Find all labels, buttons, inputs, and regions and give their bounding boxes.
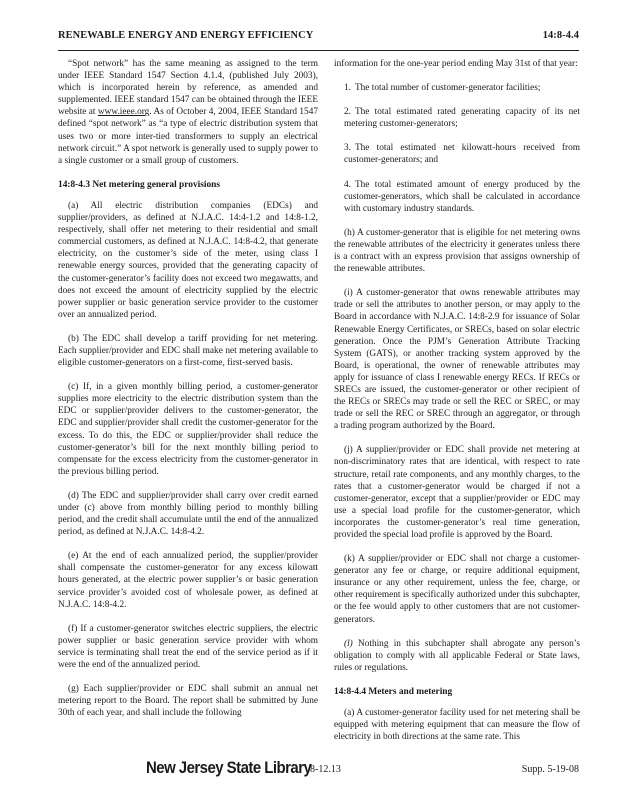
spot-network-text-2: . As of October 4, 2004, IEEE Standard 1547 defined “spot network” as “a type of electric distribution system that uses two or more inter-tied transformers to supply an electrical network circuit.” A spot network is generally used to supply power to a single customer or a small group of customers. (58, 107, 318, 166)
list-item-text: The total number of customer-generator facilities; (354, 83, 541, 94)
paragraph-g: (g) Each supplier/provider or EDC shall submit an annual net metering report to the Board. The report shall be submitted by June 30th of each year, and shall include the following (58, 684, 318, 719)
paragraph-g-continued: information for the one-year period ending May 31st of that year: (334, 59, 578, 69)
paragraph-a2: (a) A customer-generator facility used for net metering shall be equipped with metering equipment that can measure the flow of electricity in both directions at the same rate. This (334, 708, 580, 743)
left-column (58, 58, 318, 731)
header-title: RENEWABLE ENERGY AND ENERGY EFFICIENCY (58, 30, 314, 41)
paragraph-c: (c) If, in a given monthly billing period, a customer-generator supplies more electricity to the electric distribution system than the EDC or supplier/provider delivers to the customer-generator, the EDC and supplier/provider shall credit the customer-generator for the excess. To do this, the EDC or supplier/provider shall reduce the customer-generator’s bill for the next monthly billing period to compensate for the excess electricity from the customer-generator in the previous billing period. (58, 382, 318, 477)
list-item-text: The total estimated net kilowatt-hours received from customer-generators; and (344, 143, 580, 166)
ieee-link[interactable]: www.ieee.org (97, 107, 150, 118)
list-item (334, 179, 580, 215)
paragraph-e: (e) At the end of each annualized period, the supplier/provider shall compensate the customer-generator for any excess kilowatt hours generated, at the electric power supplier’s or basic generation service provider’s avoided cost of wholesale power, as defined at N.J.A.C. 14:8-4.2. (58, 551, 318, 610)
paragraph-b: (b) The EDC shall develop a tariff providing for net metering. Each supplier/provider and EDC shall make net metering available to eligible customer-generators on a first-come, first-served basis. (58, 333, 318, 369)
list-item (334, 142, 580, 166)
spot-network-definition (58, 58, 318, 167)
section-heading-4-3: 14:8-4.3 Net metering general provisions (58, 179, 221, 190)
paragraph-l-label: (l) (344, 638, 353, 649)
paragraph-f: (f) If a customer-generator switches electric suppliers, the electric power supplier or basic generation service provider with whom service is terminating shall treat the end of the service period as if it were the end of the annualized period. (58, 623, 318, 671)
list-item-number: 4. (344, 179, 351, 190)
list-item-number: 1. (344, 83, 351, 94)
page-footer (58, 758, 579, 782)
list-item-text: The total estimated rated generating capacity of its net metering customer-generators; (344, 107, 580, 130)
list-item-number: 2. (344, 107, 351, 118)
header-rule (58, 50, 579, 51)
paragraph-k: (k) A supplier/provider or EDC shall not charge a customer-generator any fee or charge, or require additional equipment, insurance or any other requirement, unless the fee, charge, or other requirement is specifically authorized under this subchapter, or the fee would apply to other customers that are not customer-generators. (334, 554, 580, 625)
supplement-date: Supp. 5-19-08 (521, 764, 579, 775)
paragraph-l (334, 638, 580, 674)
header-section: 14:8-4.4 (542, 30, 579, 41)
library-wordmark: New Jersey State Library (146, 758, 312, 777)
list-item-number: 3. (344, 143, 351, 154)
page-number: 8-12.13 (310, 764, 341, 775)
list-item (334, 106, 580, 130)
paragraph-i: (i) A customer-generator that owns renewable attributes may trade or sell the attributes to another person, or may apply to the Board in accordance with N.J.A.C. 14:8-2.9 for issuance of Solar Renewable Energy Certificates, or SRECs, based on solar electric generation. Once the PJM’s Generation Attribute Tracking System (GATS), or another tracking system approved by the Board, is operational, the owner of renewable attributes may apply for issuance of class I renewable energy RECs. If RECs or SRECs are issued, the customer-generator or other recipient of the RECs or SRECs may trade or sell the REC or SREC, or may trade or sell the REC or SREC through an aggregator, or through a trading program authorized by the Board. (334, 288, 580, 432)
paragraph-h: (h) A customer-generator that is eligible for net metering owns the renewable attributes of the electricity it generates unless there is a contract with an express provision that assigns ownership of the renewable attributes. (334, 227, 580, 275)
section-heading-4-4: 14:8-4.4 Meters and metering (334, 686, 453, 697)
paragraph-l-text: Nothing in this subchapter shall abrogate any person’s obligation to comply with all applicable Federal or State laws, rules or regulations. (334, 638, 580, 673)
paragraph-a: (a) All electric distribution companies (EDCs) and supplier/providers, as defined at N.J.A.C. 14:4-1.2 and 14:8-1.2, respectively, shall offer net metering to their residential and small commercial customers, as defined at N.J.A.C. 14:8-4.2, that generate electricity, on the customer’s side of the meter, using class I renewable energy sources, provided that the generating capacity of the customer-generator’s facility does not exceed two megawatts, and does not exceed the amount of electricity supplied by the electric power supplier or basic generation service provider to the customer over an annualized period. (58, 200, 318, 320)
spot-network-text-1: “Spot network” has the same meaning as assigned to the term under IEEE Standard 1547 Section 4.1.4, (published July 2003), which is incorporated herein by reference, as amended and supplemented. IEEE standard 1547 can be obtained through the IEEE website at (58, 59, 318, 118)
paragraph-d: (d) The EDC and supplier/provider shall carry over credit earned under (c) above from monthly billing period to monthly billing period, and the credit shall accumulate until the end of the annualized period, as defined at N.J.A.C. 14:8-4.2. (58, 490, 318, 538)
paragraph-j: (j) A supplier/provider or EDC shall provide net metering at non-discriminatory rates that are identical, with respect to rate structure, retail rate components, and any monthly charges, to the rates that a customer-generator would be charged if not a customer-generator, except that a supplier/provider or EDC may use a special load profile for the customer-generator, which incorporates the customer-generator’s real time generation, provided the special load profile is approved by the Board. (334, 445, 580, 540)
right-column (334, 58, 580, 755)
list-item (334, 82, 580, 94)
running-header (58, 30, 579, 41)
list-item-text: The total estimated amount of energy produced by the customer-generators, which shall be calculated in accordance with customary industry standards. (344, 179, 580, 214)
